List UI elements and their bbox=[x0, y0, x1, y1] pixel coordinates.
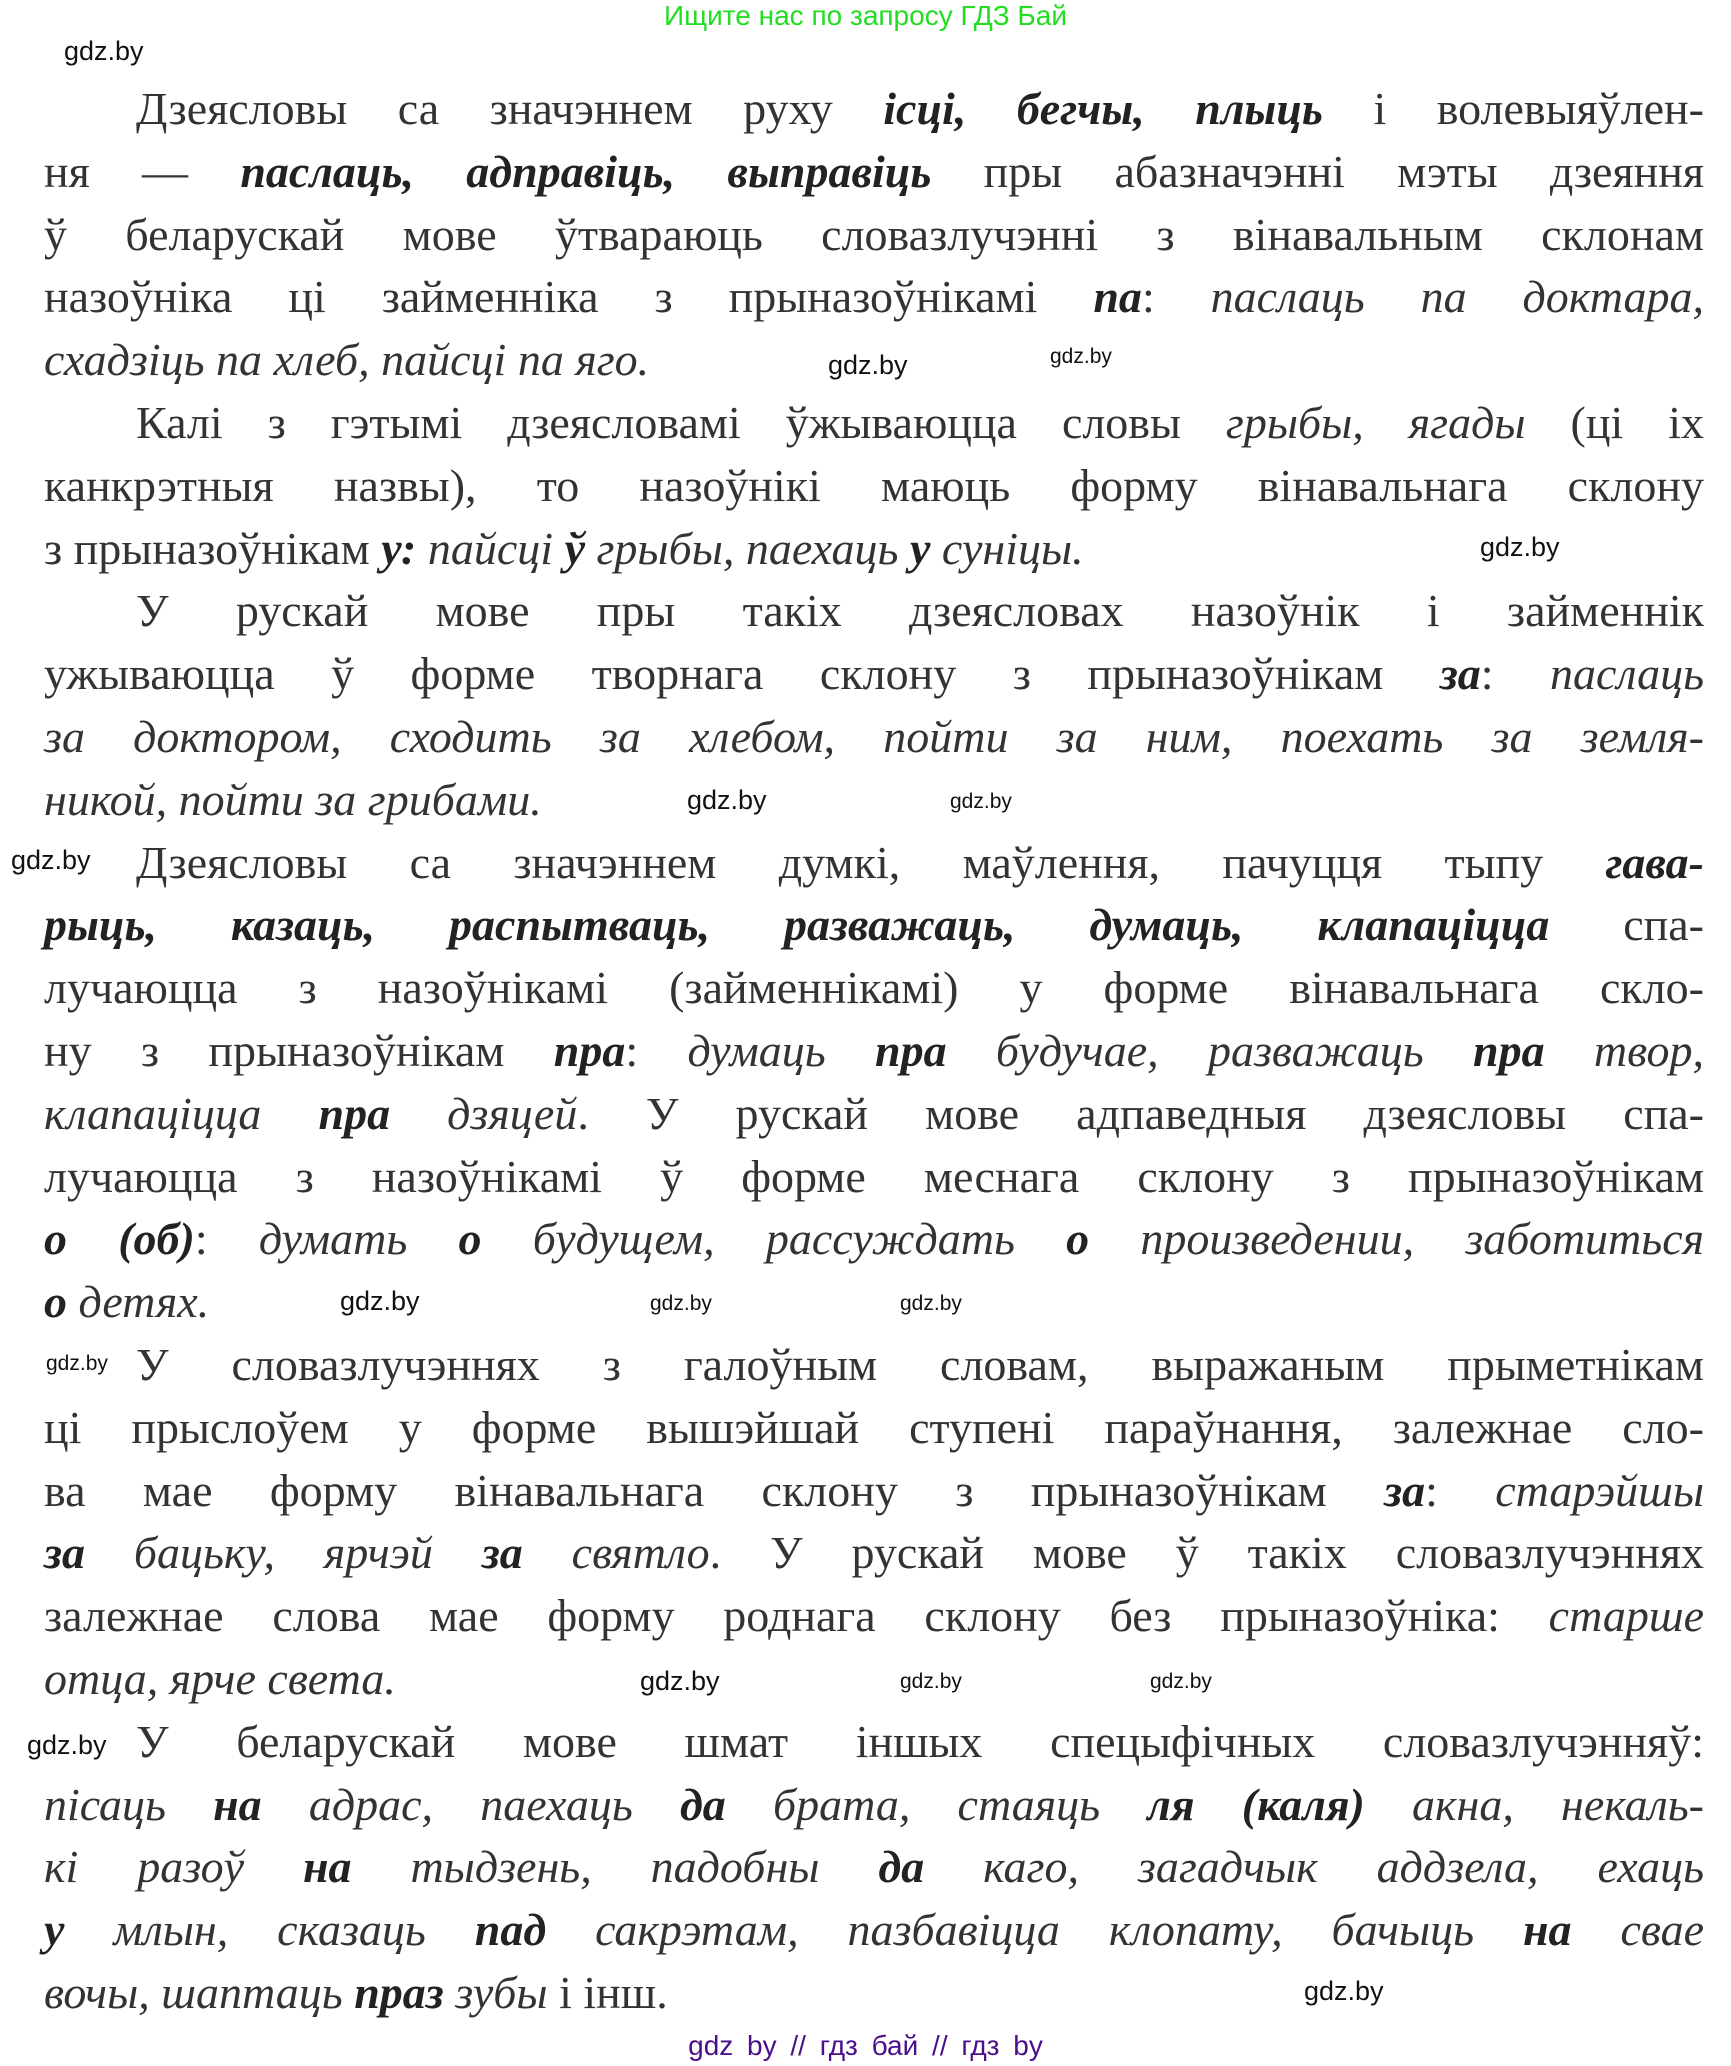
watermark: gdz.by bbox=[650, 1292, 712, 1315]
text-line bbox=[44, 1648, 1704, 1711]
emphasized-text: за bbox=[44, 1527, 85, 1579]
text-line bbox=[44, 1711, 1704, 1774]
body-text: У беларускай мове шмат іншых спецыфічных словазлучэнняў: bbox=[136, 1715, 1704, 1767]
body-text: ну з прыназоўнікам bbox=[44, 1024, 554, 1076]
search-hint-banner: Ищите нас по запросу ГДЗ Бай bbox=[663, 0, 1068, 31]
body-text: ці прыслоўем у форме вышэйшай ступені параўнання, залежнае сло- bbox=[44, 1401, 1704, 1453]
example-text: паслаць па доктара, bbox=[1210, 271, 1704, 323]
example-text: думать bbox=[258, 1213, 459, 1265]
body-text: . У рускай мове адпаведныя дзеясловы спа- bbox=[577, 1087, 1704, 1139]
text-line bbox=[44, 832, 1704, 895]
body-text: і інш. bbox=[547, 1966, 668, 2018]
body-text: Калі з гэтымі дзеясловамі ўжываюцца словы bbox=[136, 396, 1226, 448]
example-text: произведении, заботиться bbox=[1089, 1213, 1704, 1265]
emphasized-text: у: bbox=[381, 522, 417, 574]
body-text: ў беларускай мове ўтвараюць словазлучэнні з вінавальным склонам bbox=[44, 208, 1704, 260]
emphasized-text: ў bbox=[564, 522, 585, 574]
emphasized-text: о bbox=[458, 1213, 482, 1265]
emphasized-text: паслаць, адправіць, выправіць bbox=[240, 145, 932, 197]
body-text: лучаюцца з назоўнікамі ў форме меснага склону з прыназоўнікам bbox=[44, 1150, 1704, 1202]
body-text: ня — bbox=[44, 145, 241, 197]
example-text: пісаць bbox=[44, 1778, 214, 1830]
text-line bbox=[44, 769, 1704, 832]
text-line bbox=[44, 580, 1704, 643]
body-text: ужываюцца ў форме творнага склону з прыназоўнікам bbox=[44, 648, 1440, 700]
body-text: залежнае слова мае форму роднага склону без прыназоўніка: bbox=[44, 1590, 1549, 1642]
watermark: gdz.by bbox=[828, 350, 908, 380]
example-text: детях. bbox=[67, 1276, 210, 1328]
body-text: лучаюцца з назоўнікамі (займеннікамі) у форме вінавальнага скло- bbox=[44, 962, 1704, 1014]
watermark: gdz.by bbox=[1050, 345, 1112, 368]
text-line bbox=[44, 266, 1704, 329]
text-line bbox=[44, 1083, 1704, 1146]
emphasized-text: за bbox=[1384, 1464, 1426, 1516]
body-text: Дзеясловы са значэннем руху bbox=[136, 83, 884, 134]
watermark: gdz.by bbox=[900, 1292, 962, 1315]
emphasized-text: на bbox=[1523, 1904, 1572, 1956]
body-text: : bbox=[1480, 648, 1551, 700]
text-line bbox=[44, 78, 1704, 141]
text-line bbox=[44, 204, 1704, 267]
text-line bbox=[44, 894, 1704, 957]
emphasized-text: рыць, казаць, распытваць, разважаць, думаць, клапаціцца bbox=[44, 899, 1550, 951]
example-text: пайсці bbox=[416, 522, 565, 574]
emphasized-text: о (об) bbox=[44, 1213, 195, 1265]
emphasized-text: о bbox=[44, 1276, 67, 1328]
text-line bbox=[44, 455, 1704, 518]
text-line bbox=[44, 1962, 1704, 2025]
watermark: gdz.by bbox=[687, 785, 767, 815]
example-text: брата, стаяць bbox=[725, 1778, 1148, 1830]
example-text: адрас, паехаць bbox=[261, 1778, 680, 1830]
emphasized-text: за bbox=[1439, 648, 1481, 700]
example-text: зубы bbox=[443, 1966, 548, 2018]
example-text: никой, пойти за грибами. bbox=[44, 773, 542, 825]
emphasized-text: пад bbox=[474, 1904, 547, 1956]
emphasized-text: у bbox=[44, 1904, 65, 1956]
emphasized-text: па bbox=[1093, 271, 1142, 323]
example-text: млын, сказаць bbox=[64, 1904, 475, 1956]
emphasized-text: пра bbox=[318, 1087, 391, 1139]
body-text: (ці іх bbox=[1525, 396, 1704, 448]
text-line bbox=[44, 1585, 1704, 1648]
example-text: отца, ярче света. bbox=[44, 1652, 396, 1704]
text-line bbox=[44, 1334, 1704, 1397]
watermark: gdz.by bbox=[900, 1670, 962, 1693]
emphasized-text: праз bbox=[354, 1966, 444, 2018]
text-line bbox=[44, 1208, 1704, 1271]
example-text: грыбы, ягады bbox=[1225, 396, 1526, 448]
example-text: дзяцей bbox=[390, 1087, 578, 1139]
example-text: думаць bbox=[687, 1024, 875, 1076]
example-text: каго, загадчык аддзела, ехаць bbox=[924, 1841, 1705, 1893]
body-text: : bbox=[625, 1024, 688, 1076]
example-text: старэйшы bbox=[1495, 1464, 1704, 1516]
text-line bbox=[44, 1146, 1704, 1209]
body-text: У словазлучэннях з галоўным словам, выражаным прыметнікам bbox=[136, 1338, 1704, 1390]
emphasized-text: о bbox=[1066, 1213, 1090, 1265]
body-text: пры абазначэнні мэты дзеяння bbox=[931, 145, 1704, 197]
text-line bbox=[44, 1836, 1704, 1899]
example-text: акна, некаль- bbox=[1364, 1778, 1704, 1830]
example-text: свае bbox=[1571, 1904, 1704, 1956]
text-line bbox=[44, 706, 1704, 769]
watermark: gdz.by bbox=[1304, 1976, 1384, 2006]
example-text: за доктором, сходить за хлебом, пойти за ним, поехать за земля- bbox=[44, 710, 1704, 762]
body-text: : bbox=[194, 1213, 259, 1265]
example-text: кі разоў bbox=[44, 1841, 303, 1893]
emphasized-text: пра bbox=[1473, 1024, 1545, 1076]
example-text: будучае, разважаць bbox=[946, 1024, 1473, 1076]
example-text: тыдзень, падобны bbox=[351, 1841, 879, 1893]
text-line bbox=[44, 518, 1704, 581]
emphasized-text: пра bbox=[875, 1024, 947, 1076]
body-text: Дзеясловы са значэннем думкі, маўлення, пачуцця тыпу bbox=[136, 836, 1606, 888]
example-text: бацьку, ярчэй bbox=[84, 1527, 482, 1579]
text-line bbox=[44, 1460, 1704, 1523]
body-text: канкрэтныя назвы), то назоўнікі маюць форму вінавальнага склону bbox=[44, 459, 1704, 511]
text-line bbox=[44, 643, 1704, 706]
emphasized-text: на bbox=[302, 1841, 352, 1893]
text-line bbox=[44, 1522, 1704, 1585]
watermark: gdz.by bbox=[27, 1730, 107, 1760]
emphasized-text: ісці, бегчы, плыць bbox=[883, 83, 1323, 134]
text-line bbox=[44, 1020, 1704, 1083]
body-text: : bbox=[1425, 1464, 1496, 1516]
body-text: і волевыяўлен- bbox=[1322, 83, 1704, 134]
watermark: gdz.by bbox=[46, 1352, 108, 1375]
example-text: схадзіць па хлеб, пайсці па яго. bbox=[44, 334, 650, 386]
body-text: назоўніка ці займенніка з прыназоўнікамі bbox=[44, 271, 1094, 323]
emphasized-text: за bbox=[481, 1527, 523, 1579]
watermark: gdz.by bbox=[11, 845, 91, 875]
watermark: gdz.by bbox=[340, 1286, 420, 1316]
watermark: gdz.by bbox=[1150, 1670, 1212, 1693]
watermark: gdz.by bbox=[64, 36, 144, 66]
example-text: твор, bbox=[1544, 1024, 1704, 1076]
text-line bbox=[44, 1397, 1704, 1460]
emphasized-text: да bbox=[679, 1778, 726, 1830]
emphasized-text: пра bbox=[553, 1024, 626, 1076]
text-line bbox=[44, 1271, 1704, 1334]
example-text: святло bbox=[522, 1527, 710, 1579]
emphasized-text: да bbox=[878, 1841, 925, 1893]
body-text: У рускай мове пры такіх дзеясловах назоўнік і займеннік bbox=[136, 585, 1704, 637]
watermark: gdz.by bbox=[950, 790, 1012, 813]
text-line bbox=[44, 1899, 1704, 1962]
emphasized-text: у bbox=[909, 522, 931, 574]
example-text: сакрэтам, пазбавіцца клопату, бачыць bbox=[546, 1904, 1524, 1956]
body-text: : bbox=[1141, 271, 1211, 323]
text-line bbox=[44, 392, 1704, 455]
example-text: грыбы, паехаць bbox=[584, 522, 910, 574]
example-text: клапаціцца bbox=[44, 1087, 319, 1139]
body-text: ва мае форму вінавальнага склону з прыназоўнікам bbox=[44, 1464, 1385, 1516]
example-text: старше bbox=[1548, 1590, 1704, 1642]
emphasized-text: гава- bbox=[1605, 836, 1704, 888]
text-line bbox=[44, 141, 1704, 204]
body-text: спа- bbox=[1549, 899, 1704, 951]
body-text: . У рускай мове ў такіх словазлучэннях bbox=[709, 1527, 1704, 1579]
example-text: суніцы. bbox=[930, 522, 1084, 574]
text-line bbox=[44, 1774, 1704, 1837]
text-line bbox=[44, 957, 1704, 1020]
watermark: gdz.by bbox=[1480, 532, 1560, 562]
emphasized-text: ля (каля) bbox=[1147, 1778, 1365, 1830]
emphasized-text: на bbox=[213, 1778, 262, 1830]
watermark: gdz.by bbox=[640, 1666, 720, 1696]
body-text: з прыназоўнікам bbox=[44, 522, 382, 574]
footer-links: gdz by // гдз бай // гдз by bbox=[688, 2030, 1043, 2061]
example-text: вочы, шаптаць bbox=[44, 1966, 355, 2018]
example-text: будущем, рассуждать bbox=[481, 1213, 1067, 1265]
example-text: паслаць bbox=[1550, 648, 1705, 700]
